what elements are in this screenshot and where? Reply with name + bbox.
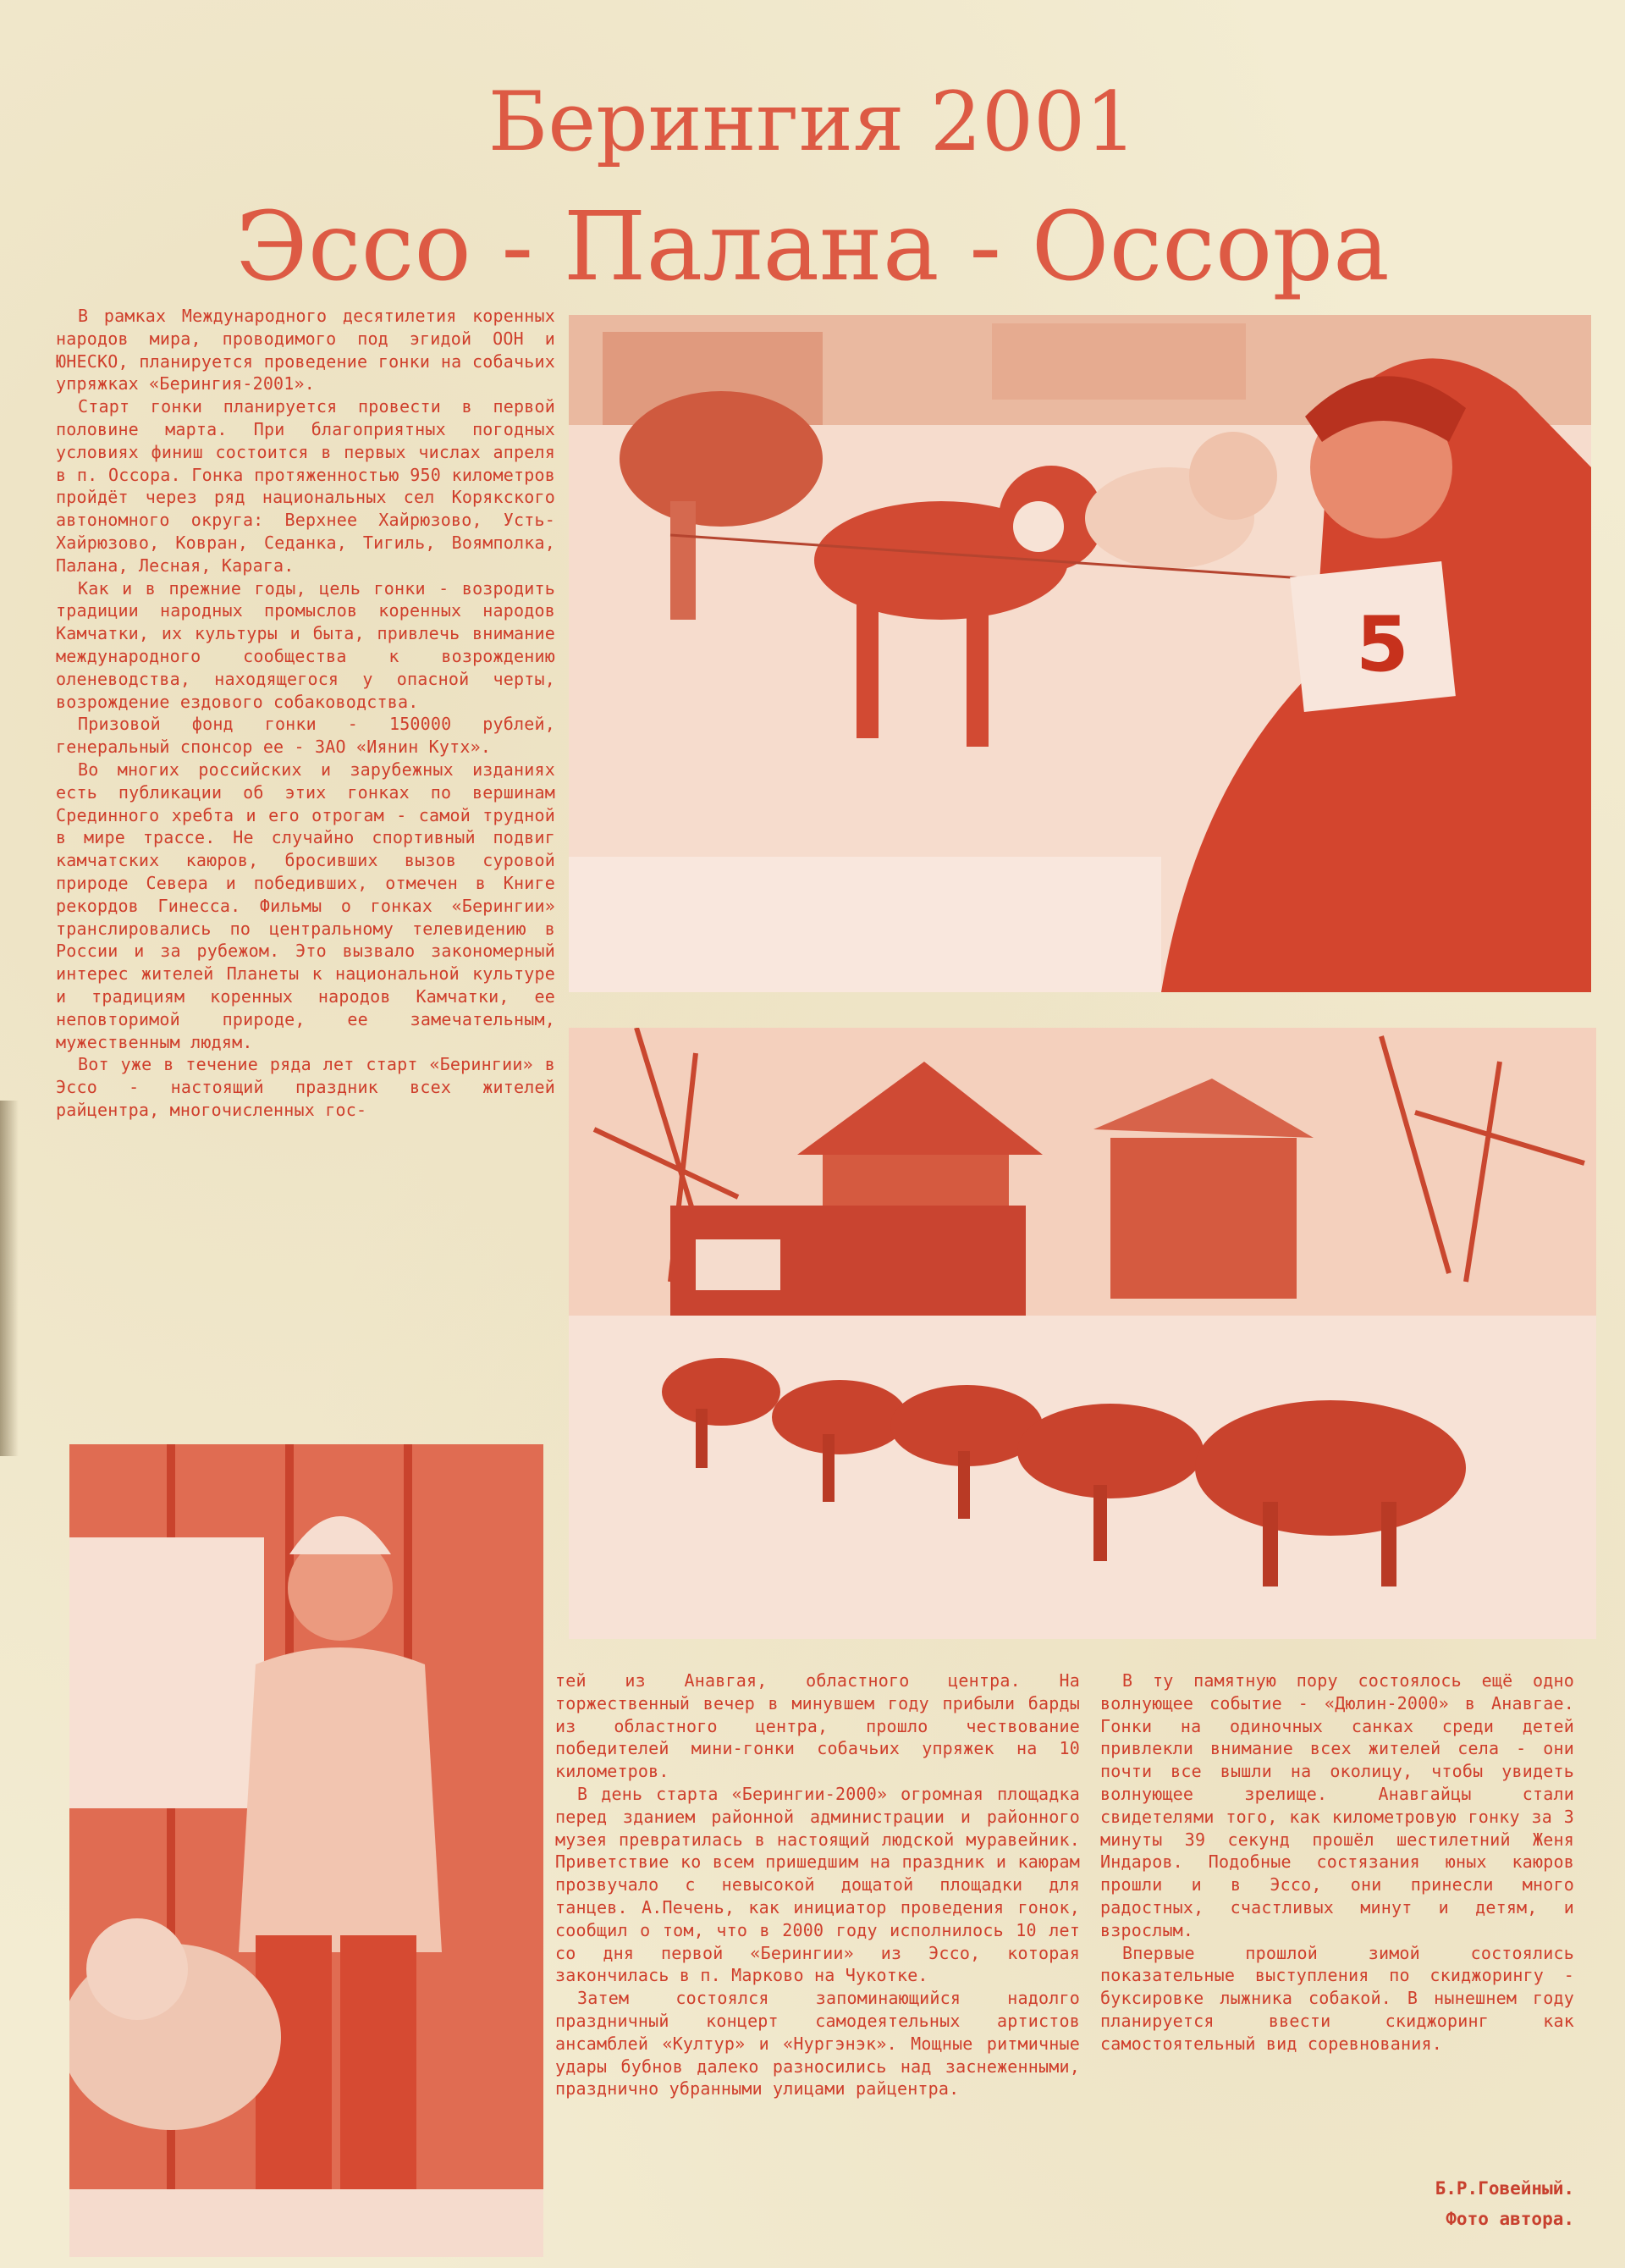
paper-fold-shadow — [0, 1101, 19, 1456]
article-left-column — [56, 305, 555, 1122]
author-signature: Б.Р.Говейный. — [1435, 2178, 1574, 2199]
paragraph: Как и в прежние годы, цель гонки - возродить традиции народных промыслов коренных народов Камчатки, их культуры и быта, привлечь внимание международного сообщества к возрождению оленеводства, находящегося у опасной черты, возрождение ездового собаководства. — [56, 577, 555, 712]
paragraph: В день старта «Берингии-2000» огромная площадка перед зданием районной администрации и районного музея превратилась в настоящий людской муравейник. Приветствие ко всем пришедшим на праздник и каюрам прозвучало с невысокой дощатой площадки для танцев. А.Печень, как инициатор проведения гонок, сообщил о том, что в 2000 году исполнилось 10 лет со дня первой «Берингии» из Эссо, которая закончилась в п. Марково на Чукотке. — [555, 1783, 1080, 1986]
headline-route: Эссо - Палана - Оссора — [235, 192, 1390, 302]
paragraph: Призовой фонд гонки - 150000 рублей, генеральный спонсор ее - ЗАО «Иянин Кутх». — [56, 714, 555, 758]
paragraph: Во многих российских и зарубежных изданиях есть публикации об этих гонках по вершинам Срединного хребта и его отрогам - самой трудной в мире трассе. Не случайно спортивный подвиг камчатских каюров, бросивших вызов суровой природе Севера и победивших, отмечен в Книге рекордов Гинесса. Фильмы о гонках «Берингии» транслировались по центральному телевидению в России и за рубежом. Это вызвало закономерный интерес жителей Планеты к национальной культуре и традициям коренных народов Камчатки, ее неповторимой природе, ее замечательным, мужественным людям. — [56, 759, 555, 1052]
photo-boy-with-dog — [69, 1444, 543, 2257]
paragraph: Старт гонки планируется провести в первой половине марта. При благоприятных погодных условиях финиш состоится в первых числах апреля в п. Оссора. Гонка протяженностью 950 километров пройдёт через ряд национальных сел Корякского автономного округа: Верхнее Хайрюзово, Усть-Хайрюзово, Ковран, Седанка, Тигиль, Воямполка, Палана, Лесная, Карага. — [56, 396, 555, 576]
musher-bib-number: 5 — [1356, 600, 1409, 689]
paragraph: Вот уже в течение ряда лет старт «Берингии» в Эссо - настоящий праздник всех жителей райцентра, многочисленных гос- — [56, 1054, 555, 1120]
paragraph: В ту памятную пору состоялось ещё одно волнующее событие - «Дюлин-2000» в Анавгае. Гонки на одиночных санках среди детей привлекли внимание всех жителей села - они почти все вышли на околицу, чтобы увидеть волнующее зрелище. Анавгайцы стали свидетелями того, как километровую гонку за 3 минуты 39 секунд прошёл шестилетний Женя Индаров. Подобные состязания юных каюров прошли и в Эссо, они принесли много радостных, счастливых минут и детям, и взрослым. — [1100, 1670, 1574, 1940]
headline-beringia: Берингия 2001 — [488, 74, 1138, 169]
photo-musher-with-dogs — [569, 315, 1591, 992]
article-middle-column — [555, 1669, 1080, 2100]
article-right-column — [1100, 1669, 1574, 2056]
photo-credit: Фото автора. — [1446, 2209, 1574, 2229]
photo-village-dog-team — [569, 1028, 1596, 1639]
paragraph: Затем состоялся запоминающийся надолго праздничный концерт самодеятельных артистов ансамблей «Култур» и «Нургэнэк». Мощные ритмичные удары бубнов далеко разносились над заснеженными, празднично убранными улицами райцентра. — [555, 1988, 1080, 2100]
paragraph: В рамках Международного десятилетия коренных народов мира, проводимого под эгидой ООН и ЮНЕСКО, планируется проведение гонки на собачьих упряжках «Берингия-2001». — [56, 306, 555, 395]
paragraph: тей из Анавгая, областного центра. На торжественный вечер в минувшем году прибыли барды из областного центра, прошло чествование победителей мини-гонки собачьих упряжек на 10 километров. — [555, 1670, 1080, 1782]
paragraph: Впервые прошлой зимой состоялись показательные выступления по скиджорингу - буксировке лыжника собакой. В нынешнем году планируется ввести скиджоринг как самостоятельный вид соревнования. — [1100, 1942, 1574, 2054]
